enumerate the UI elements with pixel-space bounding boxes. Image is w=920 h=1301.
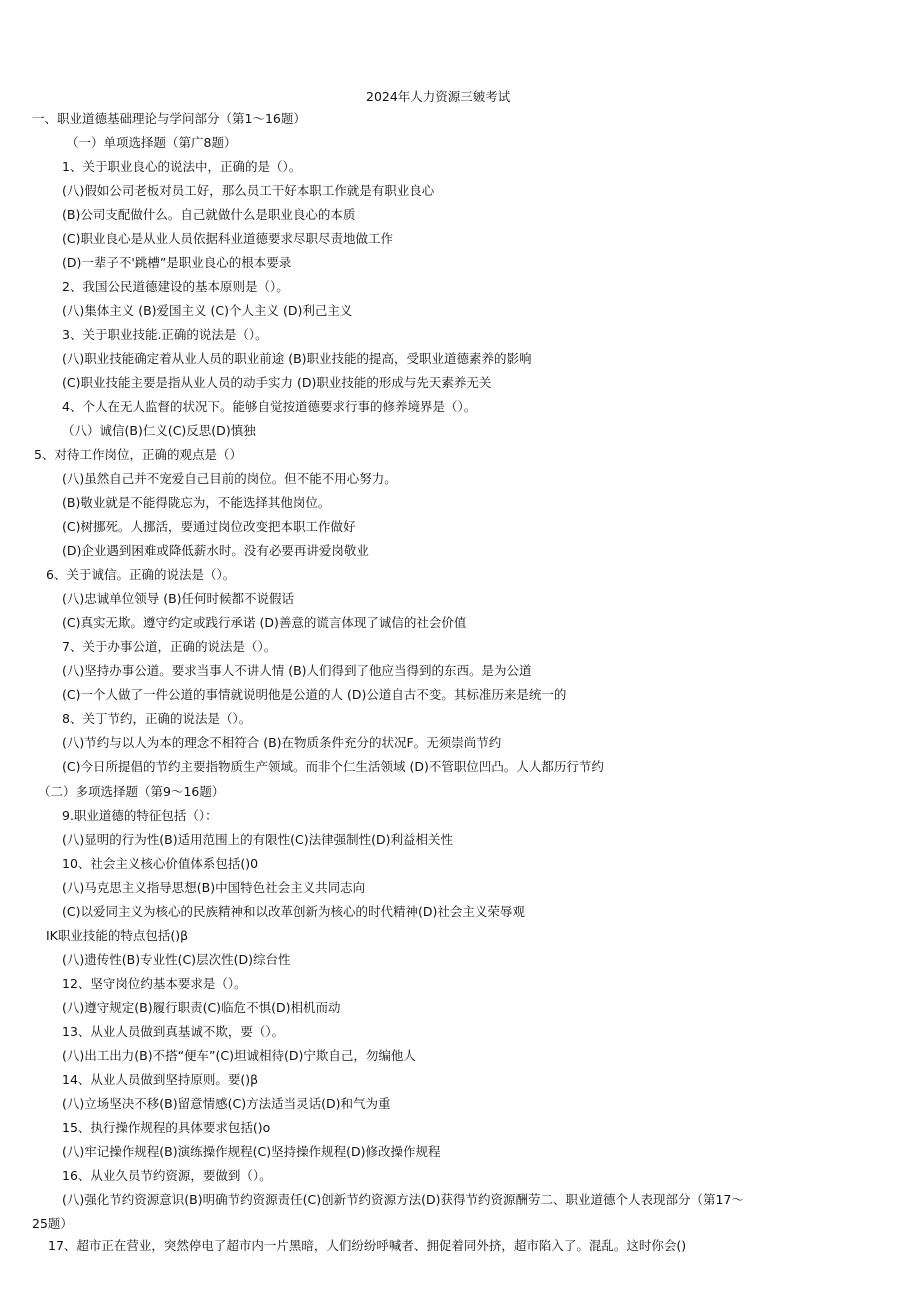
text-line: （二）多项选择题（第9〜16题） <box>38 784 225 799</box>
text-line: （八）诚信(B)仁义(C)反思(D)慎独 <box>62 423 256 438</box>
text-line: (八)出工出力(B)不搭“便车”(C)坦诚相待(D)宁欺自己，勿编他人 <box>62 1048 416 1063</box>
text-line: 一、职业道德基础理论与学问部分（第1〜16题） <box>32 111 306 126</box>
text-line: (B)公司支配做什么。自己就做什么是职业良心的本质 <box>62 207 356 222</box>
text-line: (C)树挪死。人挪活，要通过岗位改变把本职工作做好 <box>62 519 356 534</box>
text-line: (D)企业遇到困难或降低薪水时。没有必要再讲爱岗敬业 <box>62 543 369 558</box>
text-line: (八)遵守规定(B)履行职责(C)临危不惧(D)相机而动 <box>62 1000 341 1015</box>
text-line: (八)坚持办事公道。要求当事人不讲人情 (B)人们得到了他应当得到的东西。是为公道 <box>62 663 532 678</box>
text-line: (D)一辈子不'跳槽”是职业良心的根本要录 <box>62 255 292 270</box>
text-line: (C)职业良心是从业人员依据科业道德要求尽职尽责地做工作 <box>62 231 393 246</box>
text-line: (C)真实无欺。遵守约定或践行承诺 (D)善意的谎言体现了诚信的社会价值 <box>62 615 467 630</box>
text-line: 9.职业道德的特征包括（）： <box>62 808 218 823</box>
text-line: (C)今日所提倡的节约主要指物质生产领域。而非个仁生活领域 (D)不管职位凹凸。人人都历行节约 <box>62 759 604 774</box>
text-line: 13、从业人员做到真基诚不欺，要（）。 <box>62 1024 285 1039</box>
text-line: (八)假如公司老板对员工好，那么员工干好本职工作就是有职业良心 <box>62 183 435 198</box>
text-line: (八)显明的行为性(B)适用范围上的有限性(C)法律强制性(D)利益相关性 <box>62 832 453 847</box>
text-line: (C)职业技能主要是指从业人员的动手实力 (D)职业技能的形成与先天素养无关 <box>62 375 492 390</box>
text-line: (八)集体主义 (B)爱国主义 (C)个人主义 (D)利己主义 <box>62 303 353 318</box>
text-line: 25题） <box>32 1216 73 1231</box>
text-line: 7、关于办事公道，正确的说法是（）。 <box>62 639 277 654</box>
text-line: 16、从业久员节约资源，要做到（）。 <box>62 1168 272 1183</box>
text-line: 17、超市正在营业，突然停电了超市内一片黑暗，人们纷纷呼喊者、拥促着同外挤，超市陷入了。混乱。这时你会() <box>48 1238 687 1253</box>
text-line: 8、关丁节约，正确的说法是（）。 <box>62 711 252 726</box>
text-line: (八)牢记操作规程(B)演练操作规程(C)坚持操作规程(D)修改操作规程 <box>62 1144 441 1159</box>
text-line: (八)遗传性(B)专业性(C)层次性(D)综台性 <box>62 952 291 967</box>
text-line: 5、对待工作岗位，正确的观点是（） <box>34 447 242 462</box>
text-line: 10、社会主义核心价值体系包括()0 <box>62 856 259 871</box>
text-line: 12、坚守岗位约基本要求是（）。 <box>62 976 247 991</box>
text-line: 15、执行操作规程的具体要求包括()o <box>62 1120 271 1135</box>
text-line: （一）单项选择题（第广8题） <box>66 135 237 150</box>
text-line: (八)职业技能确定着从业人员的职业前途 (B)职业技能的提高，受职业道德素养的影响 <box>62 351 532 366</box>
text-line: (八)马克思主义指导思想(B)中国特色社会主义共同志向 <box>62 880 366 895</box>
text-line: (C)一个人做了一件公道的事情就说明他是公道的人 (D)公道自古不变。其标准历来是统一的 <box>62 687 567 702</box>
text-line: (八)强化节约资源意识(B)明确节约资源责任(C)创新节约资源方法(D)获得节约资源酬劳二、职业道德个人表现部分（第17〜 <box>62 1192 744 1207</box>
text-line: 1、关于职业良心的说法中，正确的是（）。 <box>62 159 302 174</box>
text-line: (B)敬业就是不能得陇忘为，不能选择其他岗位。 <box>62 495 331 510</box>
document-title: 2024年人力资源三皴考试 <box>366 89 511 104</box>
text-line: (八)节约与以人为本的理念不相符合 (B)在物质条件充分的状况F。无须崇尚节约 <box>62 735 502 750</box>
text-line: 6、关于诚信。正确的说法是（）。 <box>46 567 236 582</box>
text-line: (八)立场坚决不移(B)留意情感(C)方法适当灵话(D)和气为重 <box>62 1096 391 1111</box>
text-line: IK职业技能的特点包括()β <box>46 928 189 943</box>
text-line: 14、从业人员做到坚持原则。要()β <box>62 1072 259 1087</box>
text-line: (C)以爱同主义为核心的民族精神和以改革创新为核心的时代精神(D)社会主义荣辱观 <box>62 904 525 919</box>
text-line: (八)虽然自己并不宠爱自己目前的岗位。但不能不用心努力。 <box>62 471 397 486</box>
text-line: 4、个人在无人监督的状况下。能够自觉按道德要求行事的修养境界是（）。 <box>62 399 477 414</box>
text-line: 3、关于职业技能.正确的说法是（）。 <box>62 327 268 342</box>
text-line: (八)忠诚单位领导 (B)任何时候都不说假话 <box>62 591 295 606</box>
text-line: 2、我国公民道德建设的基本原则是（）。 <box>62 279 289 294</box>
